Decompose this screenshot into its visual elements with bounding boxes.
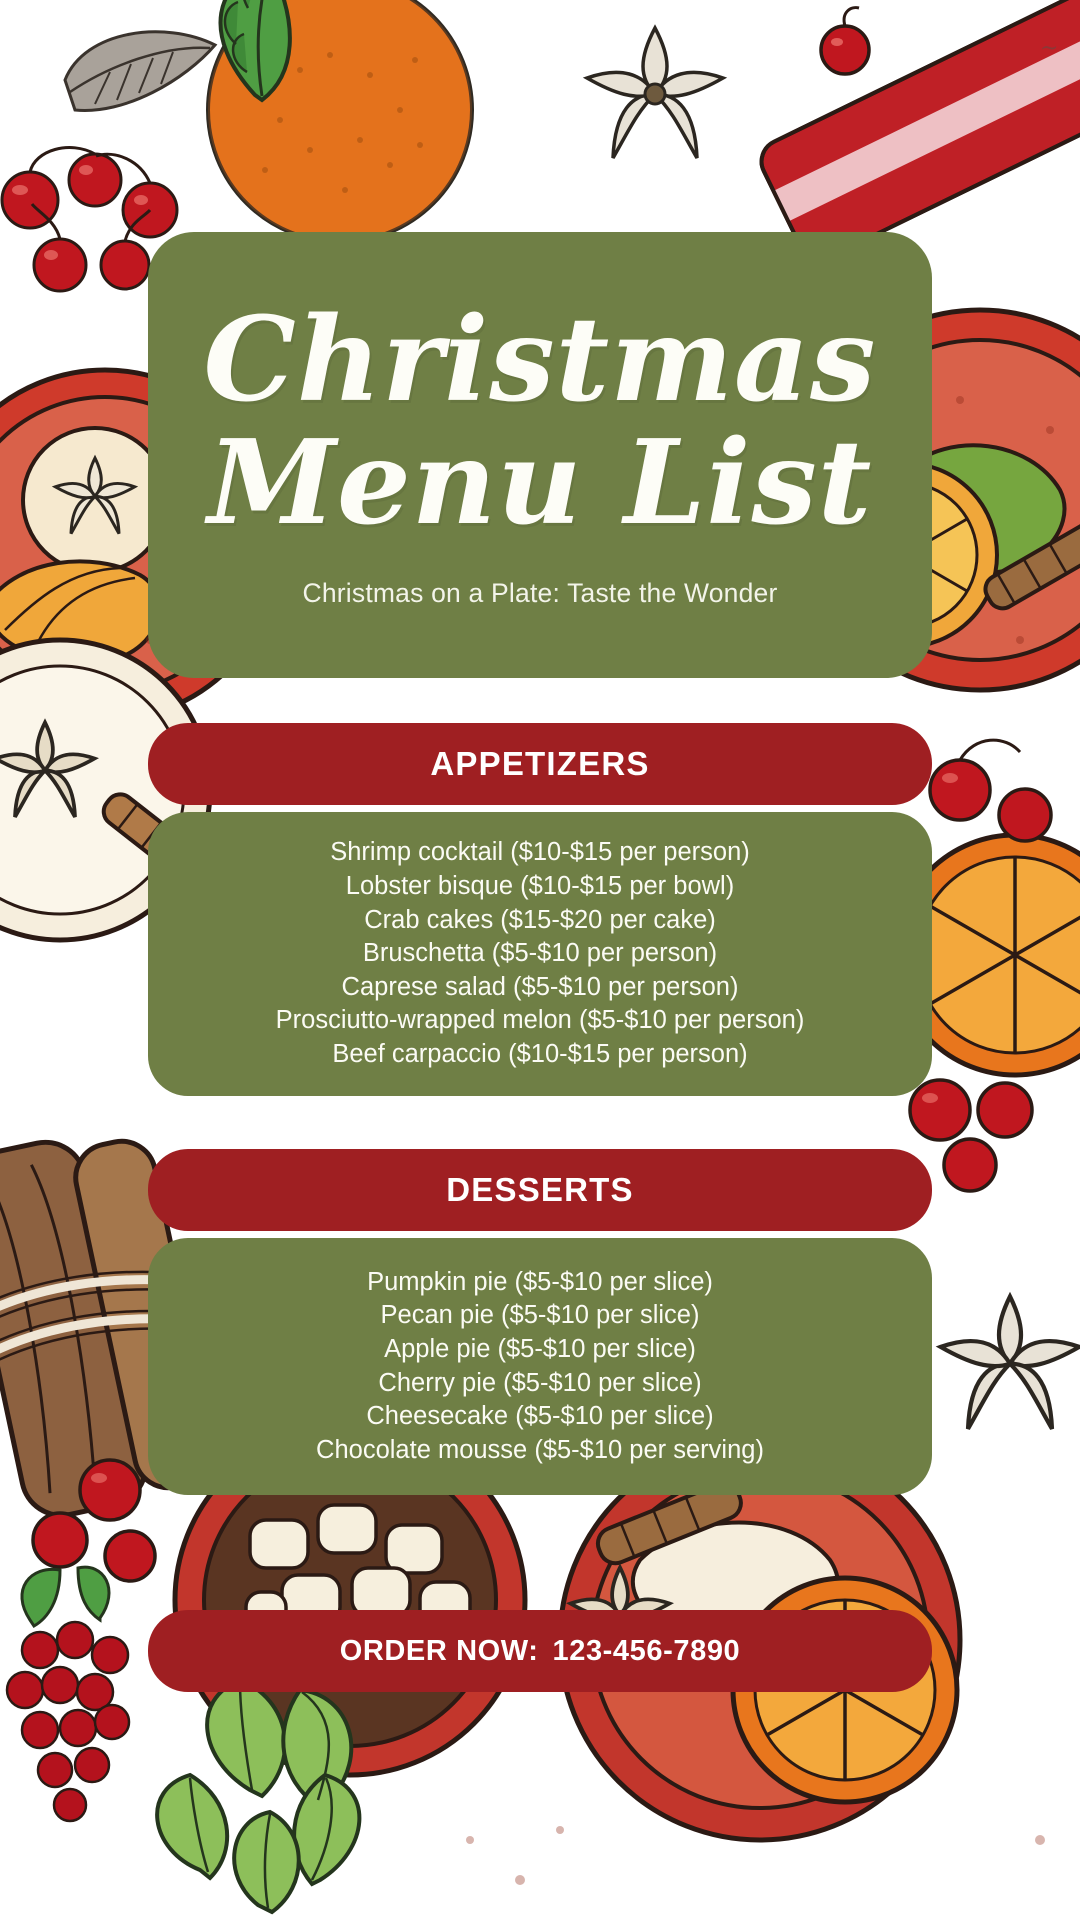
menu-item: Apple pie ($5-$10 per slice) <box>384 1334 696 1363</box>
menu-item: Cheesecake ($5-$10 per slice) <box>366 1402 714 1431</box>
order-now-label: ORDER NOW: <box>339 1634 539 1667</box>
section-items-desserts <box>148 1238 932 1495</box>
menu-item: Lobster bisque ($10-$15 per bowl) <box>345 872 735 901</box>
section-header-appetizers: APPETIZERS <box>148 723 932 805</box>
menu-item: Pecan pie ($5-$10 per slice) <box>380 1301 700 1330</box>
poster-title-line-1: Christmas <box>203 292 877 429</box>
poster-subtitle: Christmas on a Plate: Taste the Wonder <box>302 577 778 608</box>
menu-item: Bruschetta ($5-$10 per person) <box>362 939 718 968</box>
order-phone-number[interactable]: 123-456-7890 <box>552 1634 741 1667</box>
svg-text:~: ~ <box>1040 36 1059 61</box>
menu-item: Cherry pie ($5-$10 per slice) <box>378 1368 702 1397</box>
title-card <box>148 232 932 678</box>
section-header-desserts: DESSERTS <box>148 1149 932 1231</box>
menu-item: Caprese salad ($5-$10 per person) <box>341 972 739 1001</box>
menu-item: Pumpkin pie ($5-$10 per slice) <box>367 1267 713 1296</box>
menu-item: Beef carpaccio ($10-$15 per person) <box>332 1039 748 1068</box>
menu-item: Prosciutto-wrapped melon ($5-$10 per person) <box>275 1006 805 1035</box>
menu-item: Crab cakes ($15-$20 per cake) <box>364 905 716 934</box>
order-now-bar[interactable] <box>148 1610 932 1692</box>
poster-title-line-2: Menu List <box>207 414 873 551</box>
section-items-appetizers <box>148 812 932 1096</box>
menu-item: Chocolate mousse ($5-$10 per serving) <box>316 1435 764 1464</box>
menu-item: Shrimp cocktail ($10-$15 per person) <box>330 838 750 867</box>
